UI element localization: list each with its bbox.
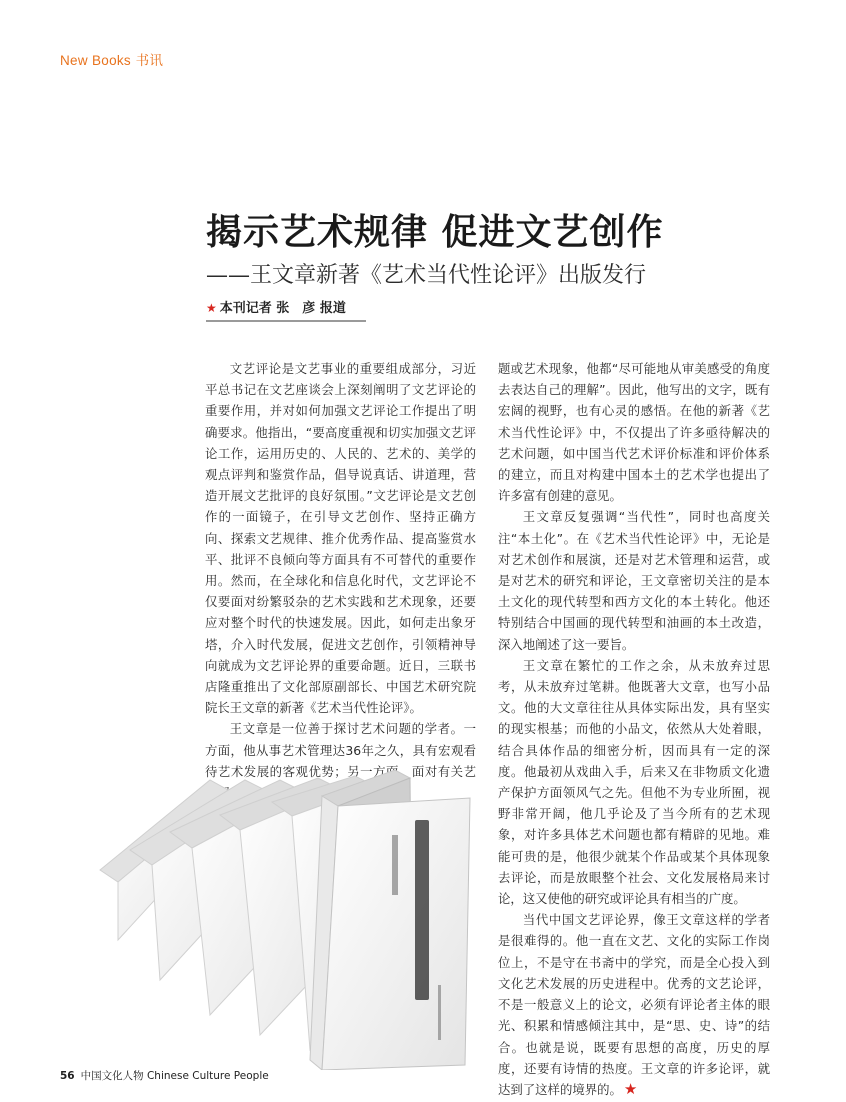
book-stack-illustration (60, 740, 500, 1070)
paragraph: 王文章在繁忙的工作之余，从未放弃过思考，从未放弃过笔耕。他既著大文章，也写小品文。他的大文章往往从具体实际出发，具有坚实的现实根基；而他的小品文，依然从大处着眼，结合具体作品的细密分析，因而具有一定的深度。他最初从戏曲入手，后来又在非物质文化遗产保护方面领风气之先。但他不为专业所囿，视野非常开阔，他几乎论及了当今所有的艺术现象，对许多具体艺术问题也都有精辟的见地。难能可贵的是，他很少就某个作品或某个具体现象去评论，而是放眼整个社会、文化发展格局来讨论，这又使他的研究或评论具有相当的广度。 (498, 657, 770, 907)
paragraph: 题或艺术现象，他都“尽可能地从审美感受的角度去表达自己的理解”。因此，他写出的文字，既有宏阔的视野，也有心灵的感悟。在他的新著《艺术当代性论评》中，不仅提出了许多亟待解决的艺术问题，如中国当代艺术评价标准和评价体系的建立，而且对构建中国本土的艺术学也提出了许多富有创建的意见。 (498, 361, 770, 504)
byline-text: 本刊记者 张 彦 报道 (219, 301, 346, 316)
byline (206, 297, 366, 322)
red-star-icon: ★ (206, 301, 217, 315)
red-star-icon: ★ (623, 1079, 638, 1098)
article-title: 揭示艺术规律 促进文艺创作 (206, 211, 664, 253)
left-column (205, 358, 476, 803)
paragraph (498, 909, 770, 1100)
section-label-zh: 书讯 (135, 53, 164, 69)
magazine-name: 中国文化人物 Chinese Culture People (80, 1070, 269, 1082)
page-footer (60, 1068, 269, 1083)
paragraph: 王文章是一位善于探讨艺术问题的学者。一方面，他从事艺术管理达36年之久，具有宏观看待艺术发展的客观优势；另一方面，面对有关艺 (205, 721, 476, 779)
paragraph: 王文章反复强调“当代性”，同时也高度关注“本土化”。在《艺术当代性论评》中，无论是对艺术创作和展演，还是对艺术管理和运营，或是对艺术的研究和评论，王文章密切关注的是本土文化的现代转型和西方文化的本土转化。他还特别结合中国画的现代转型和油画的本土改造，深入地阐述了这一要旨。 (498, 509, 770, 652)
paragraph: 文艺评论是文艺事业的重要组成部分，习近平总书记在文艺座谈会上深刻阐明了文艺评论的重要作用，并对如何加强文艺评论工作提出了明确要求。他指出，“要高度重视和切实加强文艺评论工作，运用历史的、人民的、艺术的、美学的观点评判和鉴赏作品，倡导说真话、讲道理，营造开展文艺批评的良好氛围。”文艺评论是文艺创作的一面镜子，在引导文艺创作、坚持正确方向、探索文艺规律、推介优秀作品、提高鉴赏水平、批评不良倾向等方面具有不可替代的重要作用。然而，在全球化和信息化时代，文艺评论不仅要面对纷繁驳杂的艺术实践和艺术现象，还要应对整个时代的快速发展。因此，如何走出象牙塔，介入时代发展，促进文艺创作，引领精神导向就成为文艺评论界的重要命题。近日，三联书店隆重推出了文化部原副部长、中国艺术研究院院长王文章的新著《艺术当代性论评》。 (205, 361, 476, 716)
section-label-en: New Books (60, 53, 131, 68)
article-subtitle: ——王文章新著《艺术当代性论评》出版发行 (206, 263, 647, 288)
page-number: 56 (60, 1070, 75, 1082)
section-tag (60, 49, 163, 69)
book-front (310, 770, 470, 1070)
right-column (498, 358, 770, 1100)
paragraph-text: 当代中国文艺评论界，像王文章这样的学者是很难得的。他一直在文艺、文化的实际工作岗位上，不是守在书斋中的学究，而是全心投入到文化艺术发展的历史进程中。优秀的文艺论评，不是一般意义上的论文，必须有评论者主体的眼光、积累和情感倾注其中，是“思、史、诗”的结合。也就是说，既要有思想的高度，历史的厚度，还要有诗情的热度。王文章的许多论评，就达到了这样的境界的。 (498, 912, 770, 1097)
